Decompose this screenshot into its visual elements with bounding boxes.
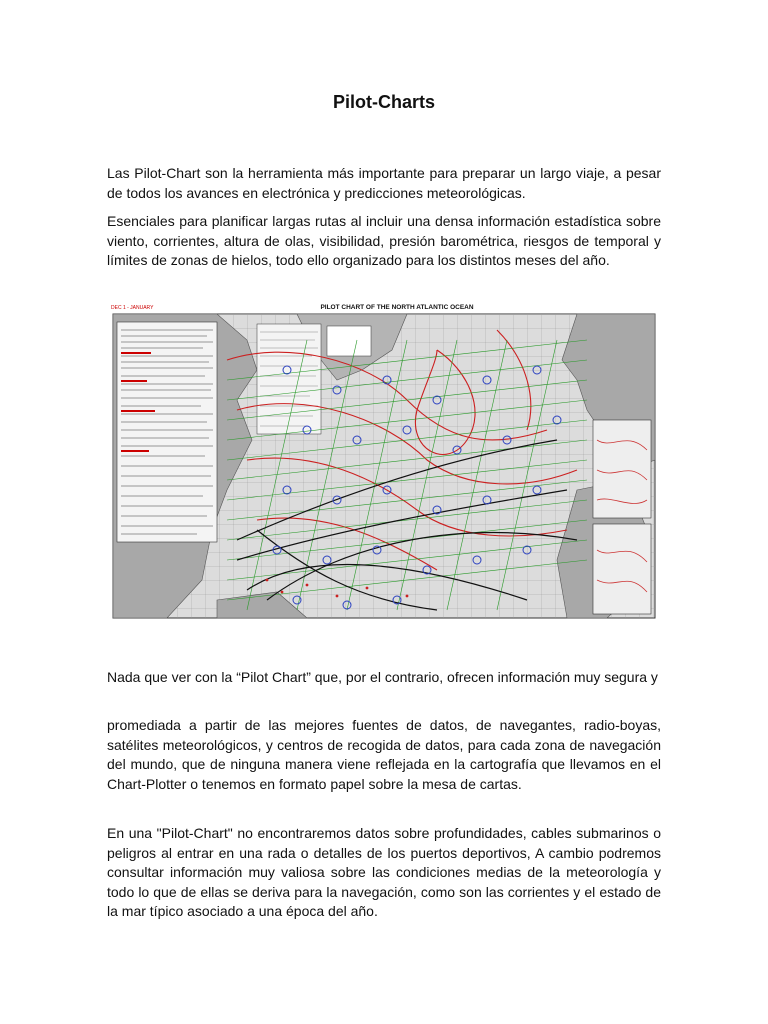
page-title: Pilot-Charts	[332, 92, 435, 112]
paragraph-sources: promediada a partir de las mejores fuentes de datos, de navegantes, radio-boyas, satélites meteorológicos, y centros de recogida de datos, para cada zona de navegación del mundo, que de ninguna manera viene reflejada en la cartografía que llevamos en el Chart-Plotter o tenemos en formato papel sobre la mesa de cartas.	[107, 717, 661, 792]
paragraph-intro: Las Pilot-Chart son la herramienta más importante para preparar un largo viaje, a pesar de todos los avances en electrónica y predicciones meteorológicas.	[107, 165, 661, 201]
pilot-chart-image	[107, 300, 661, 620]
paragraph-contents: En una "Pilot-Chart" no encontraremos datos sobre profundidades, cables submarinos o peligros al entrar en una rada o detalles de los puertos deportivos, A cambio podremos consultar información muy valiosa sobre las condiciones medias de la meteorología y todo lo que de ellas se deriva para la navegación, como son las corrientes y el estado de la mar típico asociado a una época del año.	[107, 825, 661, 920]
paragraph-comparison: Nada que ver con la “Pilot Chart” que, por el contrario, ofrecen información muy segura y	[107, 669, 658, 685]
paragraph-essentials: Esenciales para planificar largas rutas al incluir una densa información estadística sobre viento, corrientes, altura de olas, visibilidad, presión barométrica, riesgos de temporal y límites de zonas de hielos, todo ello organizado para los distintos meses del año.	[107, 213, 661, 269]
chart-corner-label: DEC 1 - JANUARY	[111, 305, 154, 311]
chart-title: PILOT CHART OF THE NORTH ATLANTIC OCEAN	[320, 304, 474, 311]
pilot-chart-map	[107, 300, 661, 620]
